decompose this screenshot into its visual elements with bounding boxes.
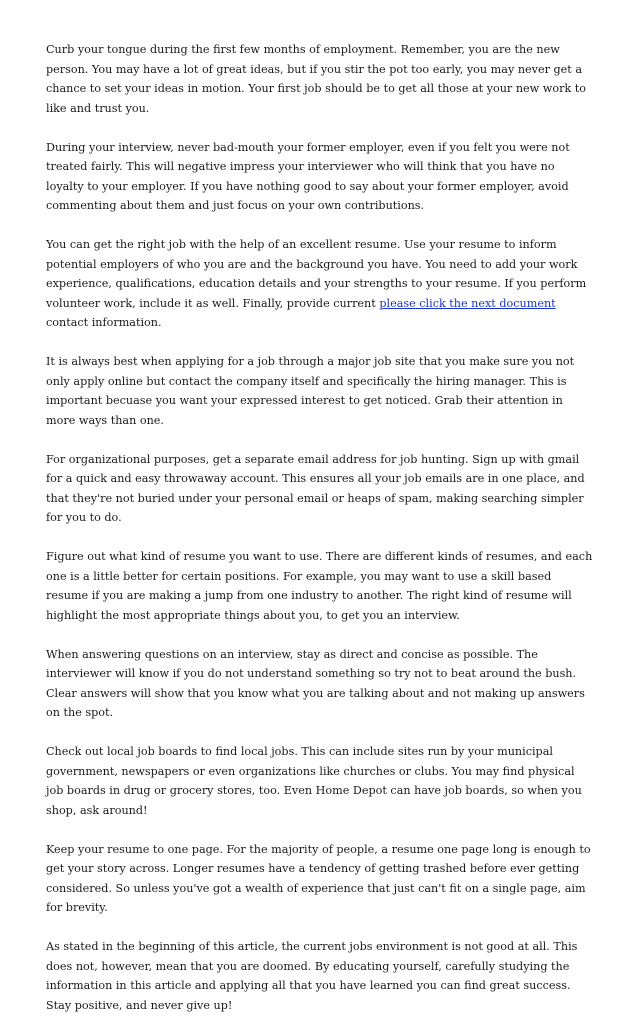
paragraph-text-after-link: contact information. <box>46 316 162 329</box>
paragraph-answering-questions: When answering questions on an interview, stay as direct and concise as possible. The interviewer will know if you do not understand something so try not to beat around the bush. Clear answers will show that you know what you are talking about and not making up answers on the spot. <box>46 647 585 719</box>
paragraph-excellent-resume <box>46 235 594 333</box>
next-document-link[interactable]: please click the next document <box>379 296 556 310</box>
paragraph-resume-kind: Figure out what kind of resume you want to use. There are different kinds of resumes, and each one is a little better for certain positions. For example, you may want to use a skill based resume if you are making a jump from one industry to another. The right kind of resume will highlight the most appropriate things about you, to get you an interview. <box>46 550 593 622</box>
paragraph-conclusion: As stated in the beginning of this article, the current jobs environment is not good at all. This does not, however, mean that you are doomed. By educating yourself, carefully studying the information in this article and applying all that you have learned you can find great success. Stay positive, and never give up! <box>46 940 578 1012</box>
document-page <box>46 40 594 1035</box>
paragraph-curb-tongue: Curb your tongue during the first few months of employment. Remember, you are the new person. You may have a lot of great ideas, but if you stir the pot too early, you may never get a chance to set your ideas in motion. Your first job should be to get all those at your new work to like and trust you. <box>46 43 587 115</box>
paragraph-text-before-link: You can get the right job with the help of an excellent resume. Use your resume to inform potential employers of who you are and the background you have. You need to add your work experience, qualifications, education details and your strengths to your resume. If you perform volunteer work, include it as well. Finally, provide current <box>46 238 587 310</box>
paragraph-job-site: It is always best when applying for a job through a major job site that you make sure you not only apply online but contact the company itself and specifically the hiring manager. This is important becuase you want your expressed interest to get noticed. Grab their attention in more ways than one. <box>46 355 575 427</box>
paragraph-one-page-resume: Keep your resume to one page. For the majority of people, a resume one page long is enough to get your story across. Longer resumes have a tendency of getting trashed before ever getting considered. So unless you've got a wealth of experience that just can't fit on a single page, aim for brevity. <box>46 842 591 914</box>
paragraph-local-job-boards: Check out local job boards to find local jobs. This can include sites run by your municipal government, newspapers or even organizations like churches or clubs. You may find physical job boards in drug or grocery stores, too. Even Home Depot can have job boards, so when you shop, ask around! <box>46 745 582 817</box>
paragraph-interview-former-employer: During your interview, never bad-mouth your former employer, even if you felt you were not treated fairly. This will negative impress your interviewer who will think that you have no loyalty to your employer. If you have nothing good to say about your former employer, avoid commenting about them and just focus on your own contributions. <box>46 140 570 212</box>
paragraph-separate-email: For organizational purposes, get a separate email address for job hunting. Sign up with gmail for a quick and easy throwaway account. This ensures all your job emails are in one place, and that they're not buried under your personal email or heaps of spam, making searching simpler for you to do. <box>46 452 585 524</box>
